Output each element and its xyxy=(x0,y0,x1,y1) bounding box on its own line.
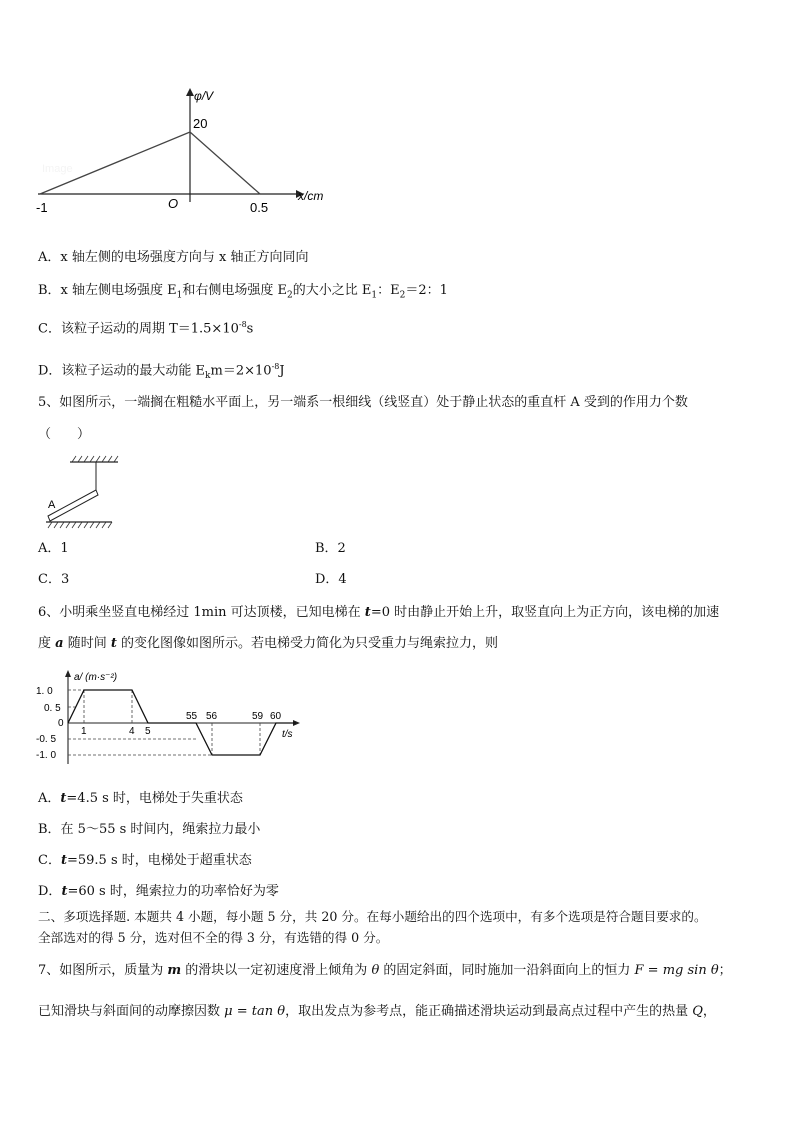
q7-l2b: ，取出发点为参考点，能正确描述滑块运动到最高点过程中产生的热量 xyxy=(285,1004,693,1019)
q6-a-rest: =4.5 s 时，电梯处于失重状态 xyxy=(66,791,243,806)
watermark: Image xyxy=(42,163,73,175)
q7-mu-eq: μ = tan θ xyxy=(224,1004,286,1019)
q7-l2a: 已知滑块与斜面间的动摩擦因数 xyxy=(38,1004,225,1019)
q4-c-pre: C．该粒子运动的周期 T＝1.5×10 xyxy=(38,321,239,337)
q6-l2b: 随时间 xyxy=(63,636,111,651)
q5-option-a: A．1 xyxy=(38,541,69,556)
q6-stem-line2 xyxy=(38,635,498,653)
q4-option-b xyxy=(38,282,448,305)
q4-d-sub: k xyxy=(205,370,211,381)
q4-b-sub4: 2 xyxy=(399,290,406,301)
q4-b-sub3: 1 xyxy=(371,290,378,301)
a-axis-label: a/ (m·s⁻²) xyxy=(74,672,118,683)
rod xyxy=(48,490,98,521)
q4-d-pre: D．该粒子运动的最大动能 E xyxy=(38,363,206,379)
q7-l2c: ， xyxy=(702,1004,716,1019)
q5-stem: 5、如图所示，一端搁在粗糙水平面上，另一端系一根细线（线竖直）处于静止状态的重直杆 A 受到的作用力个数 xyxy=(38,395,688,410)
q7-l1d: ； xyxy=(718,963,732,978)
q5-bracket: （ ） xyxy=(38,427,91,442)
q4-b-sub2: 2 xyxy=(287,290,293,301)
ytick-m1: -1. 0 xyxy=(36,750,57,761)
q4-d-exp: -8 xyxy=(271,362,280,371)
q7-m-var: m xyxy=(167,963,182,978)
q6-d-letter: D． xyxy=(38,884,62,899)
x-right-label: 0.5 xyxy=(250,200,269,215)
q6-a-var: a xyxy=(55,636,64,651)
q6-t-var: t xyxy=(364,605,371,620)
ytick-0: 0 xyxy=(58,718,64,729)
q4-d-mid: m＝2×10 xyxy=(210,363,272,379)
q6-c-rest: =59.5 s 时，电梯处于超重状态 xyxy=(66,853,252,868)
potential-graph xyxy=(30,82,340,217)
ground-hatch xyxy=(48,522,112,528)
q7-l1c: 的固定斜面，同时施加一沿斜面向上的恒力 xyxy=(379,963,635,978)
q6-l2a: 度 xyxy=(38,636,56,651)
q6-l1a: 6、小明乘坐竖直电梯经过 1min 可达顶楼，已知电梯在 xyxy=(38,605,365,620)
xtick-55: 55 xyxy=(186,711,198,722)
q6-a-t: t xyxy=(60,791,67,806)
ytick-m05: -0. 5 xyxy=(36,734,57,745)
q4-option-c xyxy=(38,316,253,338)
q6-a-letter: A． xyxy=(38,791,61,806)
acceleration-graph xyxy=(34,668,304,768)
q5-option-c: C．3 xyxy=(38,572,70,587)
xtick-59: 59 xyxy=(252,711,264,722)
q7-l1b: 的滑块以一定初速度滑上倾角为 xyxy=(181,963,372,978)
q6-t-var2: t xyxy=(110,636,117,651)
q4-b-colon: ：E xyxy=(377,283,400,298)
q7-force-eq: F = mg sin θ xyxy=(634,963,719,978)
q6-l2c: 的变化图像如图所示。若电梯受力简化为只受重力与绳索拉力，则 xyxy=(116,636,498,651)
q6-d-rest: =60 s 时，绳索拉力的功率恰好为零 xyxy=(67,884,279,899)
xtick-1: 1 xyxy=(81,726,87,737)
t-axis-label: t/s xyxy=(282,729,293,740)
x-axis-label: x/cm xyxy=(298,189,324,203)
a-axis-arrow xyxy=(65,670,71,677)
q6-d-t: t xyxy=(61,884,68,899)
ceiling-hatch xyxy=(72,456,118,462)
y-axis-label: φ/V xyxy=(194,89,214,103)
q6-stem-line1 xyxy=(38,604,719,622)
y-axis-arrow xyxy=(186,88,194,96)
q7-stem-line1 xyxy=(38,962,732,980)
potential-line xyxy=(40,132,260,194)
q4-b-mid1: 和右侧电场强度 E xyxy=(182,283,287,298)
ytick-05: 0. 5 xyxy=(44,703,61,714)
q6-c-letter: C． xyxy=(38,853,61,868)
q7-theta: θ xyxy=(371,963,380,978)
xtick-60: 60 xyxy=(270,711,282,722)
q4-d-post: J xyxy=(279,363,285,379)
q6-option-c xyxy=(38,852,252,870)
rod-label: A xyxy=(48,499,56,511)
xtick-5: 5 xyxy=(145,726,151,737)
section2-heading: 二、多项选择题. 本题共 4 小题，每小题 5 分，共 20 分。在每小题给出的四个选项中，有多个选项是符合题目要求的。 xyxy=(38,909,707,924)
q4-b-sub1: 1 xyxy=(176,290,183,301)
q5-option-d: D．4 xyxy=(315,572,347,587)
q4-b-mid2: 的大小之比 E xyxy=(292,283,372,298)
xtick-56: 56 xyxy=(206,711,218,722)
q6-option-b: B．在 5～55 s 时间内，绳索拉力最小 xyxy=(38,822,261,837)
q6-c-t: t xyxy=(60,853,67,868)
q4-b-pre: B．x 轴左侧电场强度 E xyxy=(38,283,177,298)
origin-label: O xyxy=(168,196,179,211)
q4-b-post: ＝2：1 xyxy=(405,283,448,298)
q6-option-d xyxy=(38,883,279,901)
q4-option-d xyxy=(38,358,285,385)
q7-l1a: 7、如图所示，质量为 xyxy=(38,963,168,978)
ytick-1: 1. 0 xyxy=(36,686,53,697)
q4-c-exp: -8 xyxy=(238,320,247,329)
q6-option-a xyxy=(38,790,243,808)
q6-l1b: =0 时由静止开始上升，取竖直向上为正方向，该电梯的加速 xyxy=(370,605,720,620)
q4-c-post: s xyxy=(246,321,254,337)
section2-rules: 全部选对的得 5 分，选对但不全的得 3 分，有选错的得 0 分。 xyxy=(38,930,389,945)
xtick-4: 4 xyxy=(129,726,135,737)
rod-diagram xyxy=(40,452,120,530)
q5-option-b: B．2 xyxy=(315,541,346,556)
q7-stem-line2 xyxy=(38,1003,716,1021)
q7-q-var: Q xyxy=(692,1004,703,1019)
x-left-label: -1 xyxy=(36,200,48,215)
peak-label: 20 xyxy=(193,116,208,131)
q4-option-a: A．x 轴左侧的电场强度方向与 x 轴正方向同向 xyxy=(38,250,309,265)
